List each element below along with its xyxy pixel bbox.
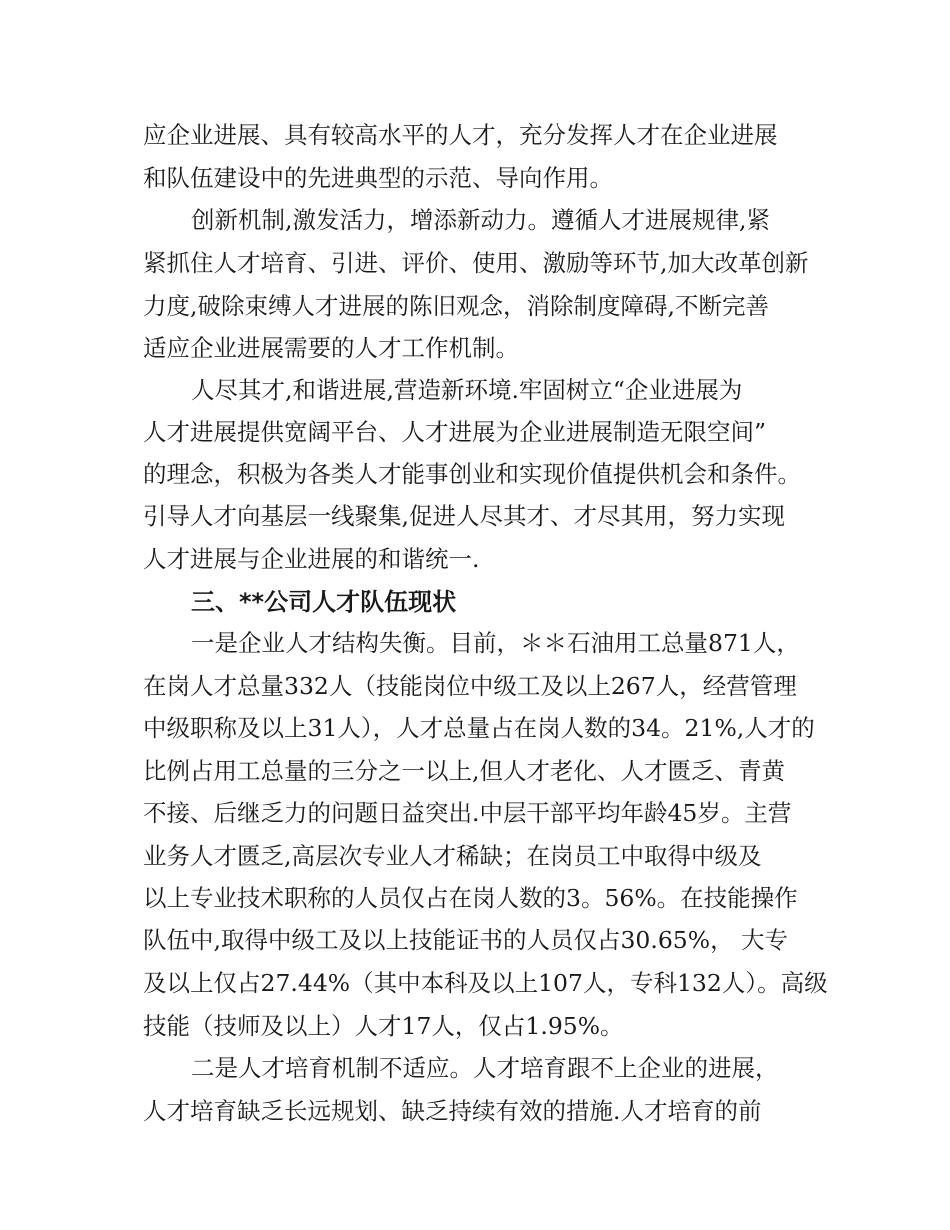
text-line: 人才进展提供宽阔平台、人才进展为企业进展制造无限空间” [143,418,767,446]
text-line: 及以上仅占27.44%（其中本科及以上107人，专科132人）。高级 [143,969,828,997]
text-line: 二是人才培育机制不适应。人才培育跟不上企业的进展， [191,1054,779,1082]
text-line: 业务人才匮乏,高层次专业人才稀缺；在岗员工中取得中级及 [143,842,762,870]
text-line: 人才进展与企业进展的和谐统一. [143,545,480,573]
text-line: 比例占用工总量的三分之一以上,但人才老化、人才匮乏、青黄 [143,757,785,785]
text-line: 一是企业人才结构失衡。目前，＊＊石油用工总量871人， [191,629,800,657]
text-line: 在岗人才总量332人（技能岗位中级工及以上267人，经营管理 [143,672,797,700]
text-line: 队伍中,取得中级工及以上技能证书的人员仅占30.65%， 大专 [143,926,789,954]
text-line: 应企业进展、具有较高水平的人才，充分发挥人才在企业进展 [143,121,778,149]
text-line: 创新机制,激发活力，增添新动力。遵循人才进展规律,紧 [191,206,770,234]
text-line: 紧抓住人才培育、引进、评价、使用、激励等环节,加大改革创新 [143,249,809,277]
text-line: 人才培育缺乏长远规划、缺乏持续有效的措施.人才培育的前 [143,1097,762,1125]
section-heading: 三、**公司人才队伍现状 [191,588,457,616]
text-line: 中级职称及以上31人），人才总量占在岗人数的34。21%,人才的 [143,714,815,742]
text-line: 和队伍建设中的先进典型的示范、导向作用。 [143,164,613,192]
text-line: 引导人才向基层一线聚集,促进人尽其才、才尽其用，努力实现 [143,502,785,530]
text-line: 适应企业进展需要的人才工作机制。 [143,334,519,362]
text-line: 技能（技师及以上）人才17人，仅占1.95%。 [143,1012,624,1040]
text-line: 以上专业技术职称的人员仅占在岗人数的3。56%。在技能操作 [143,884,798,912]
text-line: 的理念，积极为各类人才能事创业和实现价值提供机会和条件。 [143,460,801,488]
text-line: 人尽其才,和谐进展,营造新环境.牢固树立“企业进展为 [191,376,743,404]
text-line: 力度,破除束缚人才进展的陈旧观念，消除制度障碍,不断完善 [143,292,769,320]
text-line: 不接、后继乏力的问题日益突出.中层干部平均年龄45岁。主营 [143,799,792,827]
